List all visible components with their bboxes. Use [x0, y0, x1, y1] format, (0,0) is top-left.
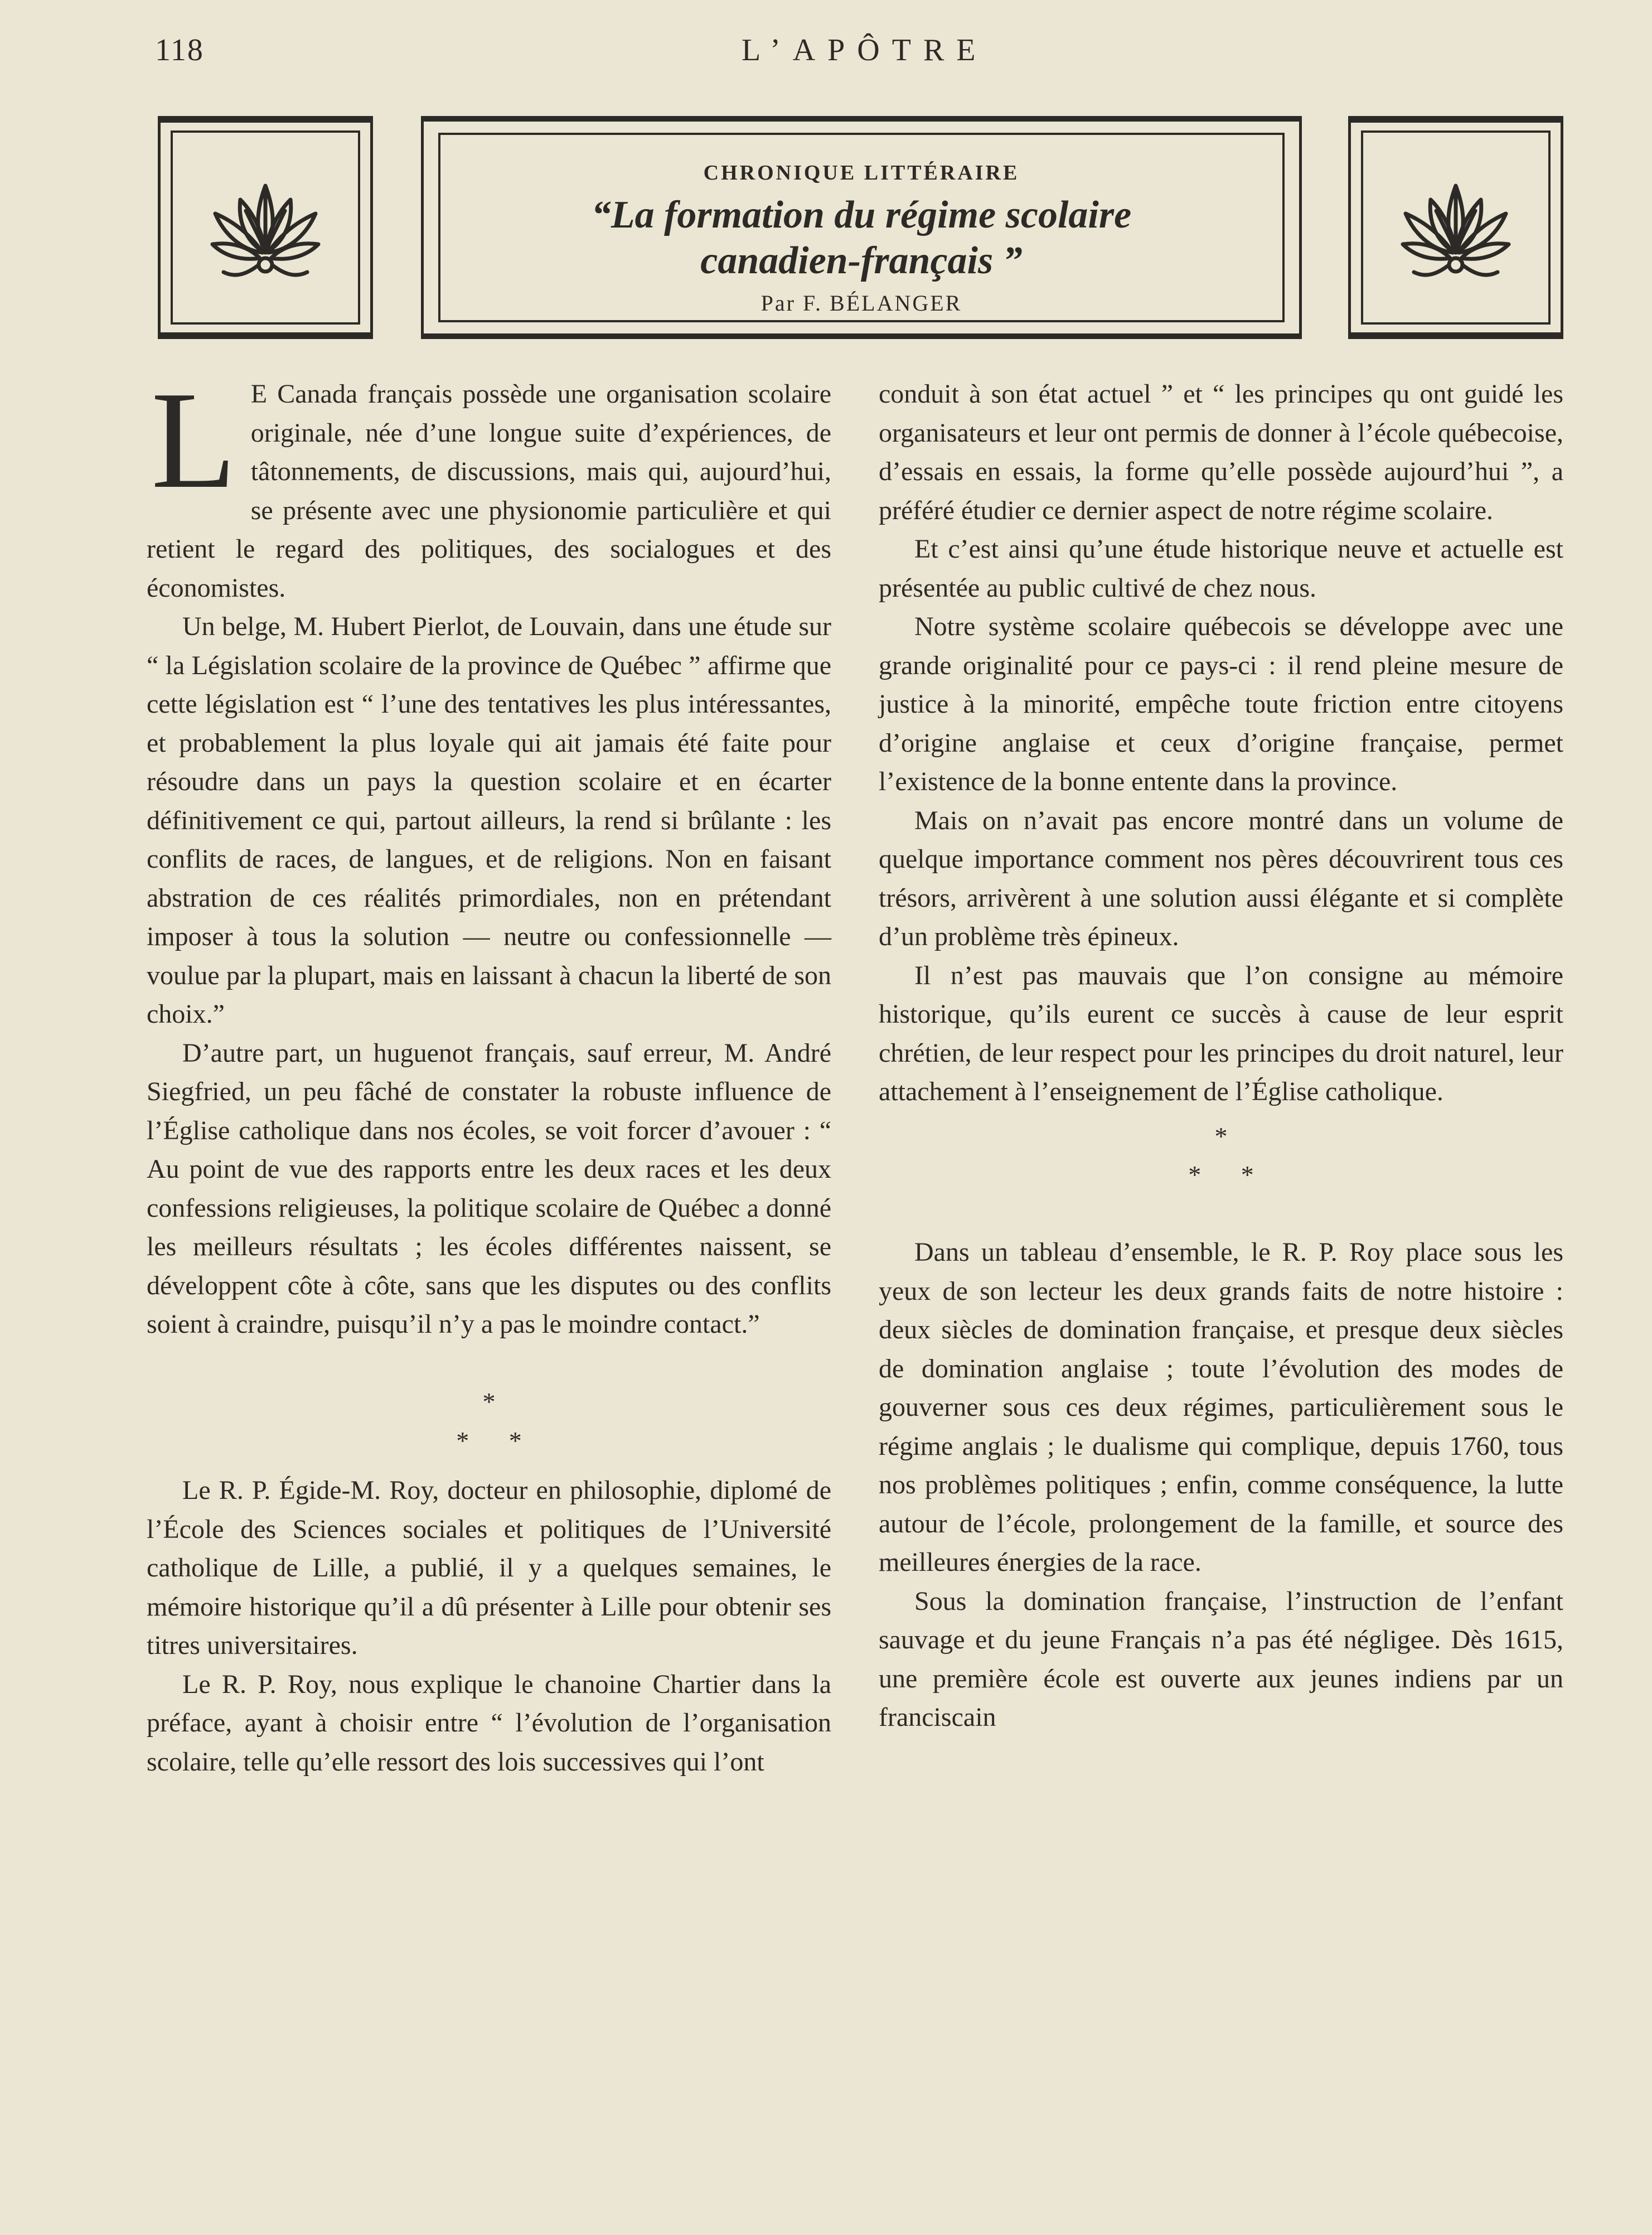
article-title-line-2: canadien-français ”	[700, 239, 1023, 282]
byline: Par F. BÉLANGER	[760, 291, 962, 316]
paragraph: Le R. P. Égide-M. Roy, docteur en philosophie, diplomé de l’École des Sciences sociales et politiques de l’Université catholique de Lille, a publié, il y a quelques semaines, le mémoire historique qu’il a dû présenter à Lille pour obtenir ses titres universitaires.	[147, 1476, 831, 1660]
section-break: * * *	[456, 1387, 539, 1455]
paragraph: Et c’est ainsi qu’une étude historique neuve et actuelle est présentée au public cultivé de chez nous.	[879, 534, 1563, 603]
drop-cap: L	[151, 363, 236, 517]
paragraph: Il n’est pas mauvais que l’on consigne au mémoire historique, qu’ils eurent ce succès à cause de leur esprit chrétien, de leur respect pour les principes du droit naturel, leur attachement à l’enseignement de l’Église catholique.	[879, 960, 1563, 1106]
paragraph: Mais on n’avait pas encore montré dans un volume de quelque importance comment nos pères découvrirent tous ces trésors, arrivèrent à une solution aussi élégante et si complète d’un problème très épineux.	[879, 805, 1563, 951]
acanthus-leaf-icon	[201, 169, 330, 286]
paragraph: Le R. P. Roy, nous explique le chanoine Chartier dans la préface, ayant à choisir entre “ l’évolution de l’organisation scolaire, telle qu’elle ressort des lois successives qui l’ont	[147, 1669, 831, 1777]
article-title-line-1: “La formation du régime scolaire	[591, 193, 1132, 236]
paragraph: D’autre part, un huguenot français, sauf erreur, M. André Siegfried, un peu fâché de constater la robuste influence de l’Église catholique dans nos écoles, se voit forcer d’avouer : “ Au point de vue des rapports entre les deux races et les deux confessions religieuses, la politique scolaire de Québec a donné les meilleurs résultats ; les écoles différentes naissent, se développent côte à côte, sans que les disputes ou des conflits soient à craindre, puisqu’il n’y a pas le moindre contact.”	[147, 1038, 831, 1339]
paragraph: Dans un tableau d’ensemble, le R. P. Roy place sous les yeux de son lecteur les deux grands faits de notre histoire : deux siècles de domination française, et presque deux siècles de domination anglaise ; toute l’évolution des modes de gouverner sous ces deux régimes, particulièrement sous le régime anglais ; le dualisme qui complique, depuis 1760, tous nos problèmes politiques ; enfin, comme conséquence, la lutte autour de l’école, prolongement de la famille, et source des meilleures énergies de la race.	[879, 1237, 1563, 1577]
section-kicker: CHRONIQUE LITTÉRAIRE	[703, 161, 1020, 185]
acanthus-leaf-icon	[1392, 169, 1520, 286]
paragraph: Un belge, M. Hubert Pierlot, de Louvain, dans une étude sur “ la Législation scolaire de la province de Québec ” affirme que cette législation est “ l’une des tentatives les plus intéressantes, et probablement la plus loyale qui ait jamais été faite pour résoudre dans un pays la question scolaire et en écarter définitivement ce qui, partout ailleurs, la rend si brûlante : les conflits de races, de langues, et de religions. Non en faisant abstration de ces réalités primordiales, non en prétendant imposer à tous la solution — neutre ou confessionnelle — voulue par la plupart, mais en laissant à chacun la liberté de son choix.”	[147, 612, 831, 1029]
paragraph: Sous la domination française, l’instruction de l’enfant sauvage et du jeune Français n’a pas été négligee. Dès 1615, une première école est ouverte aux jeunes indiens par un franciscain	[879, 1586, 1563, 1732]
article-header	[421, 116, 1302, 339]
left-ornament-frame	[158, 116, 373, 339]
running-title: L’APÔTRE	[742, 33, 988, 67]
left-column	[147, 363, 831, 1781]
paragraph: Notre système scolaire québecois se développe avec une grande originalité pour ce pays-ci : il rend pleine mesure de justice à la minorité, empêche toute friction entre citoyens d’origine anglaise et ceux d’origine française, permet l’existence de la bonne entente dans la province.	[879, 612, 1563, 796]
section-break: * * *	[1188, 1121, 1271, 1189]
right-ornament-frame	[1348, 116, 1563, 339]
right-column	[879, 375, 1563, 1737]
paragraph: conduit à son état actuel ” et “ les principes qu ont guidé les organisateurs et leur ont permis de donner à l’école québecoise, d’essais en essais, la forme qu’elle possède aujourd’hui ”, a préféré étudier ce dernier aspect de notre régime scolaire.	[879, 379, 1563, 525]
page-number: 118	[155, 33, 204, 67]
paragraph: L E Canada français possède une organisation scolaire originale, née d’une longue suite d’expériences, de tâtonnements, de discussions, mais qui, aujourd’hui, se présente avec une physionomie particulière et qui retient le regard des politiques, des socialogues et des économistes.	[147, 363, 831, 603]
running-head	[0, 32, 1652, 71]
